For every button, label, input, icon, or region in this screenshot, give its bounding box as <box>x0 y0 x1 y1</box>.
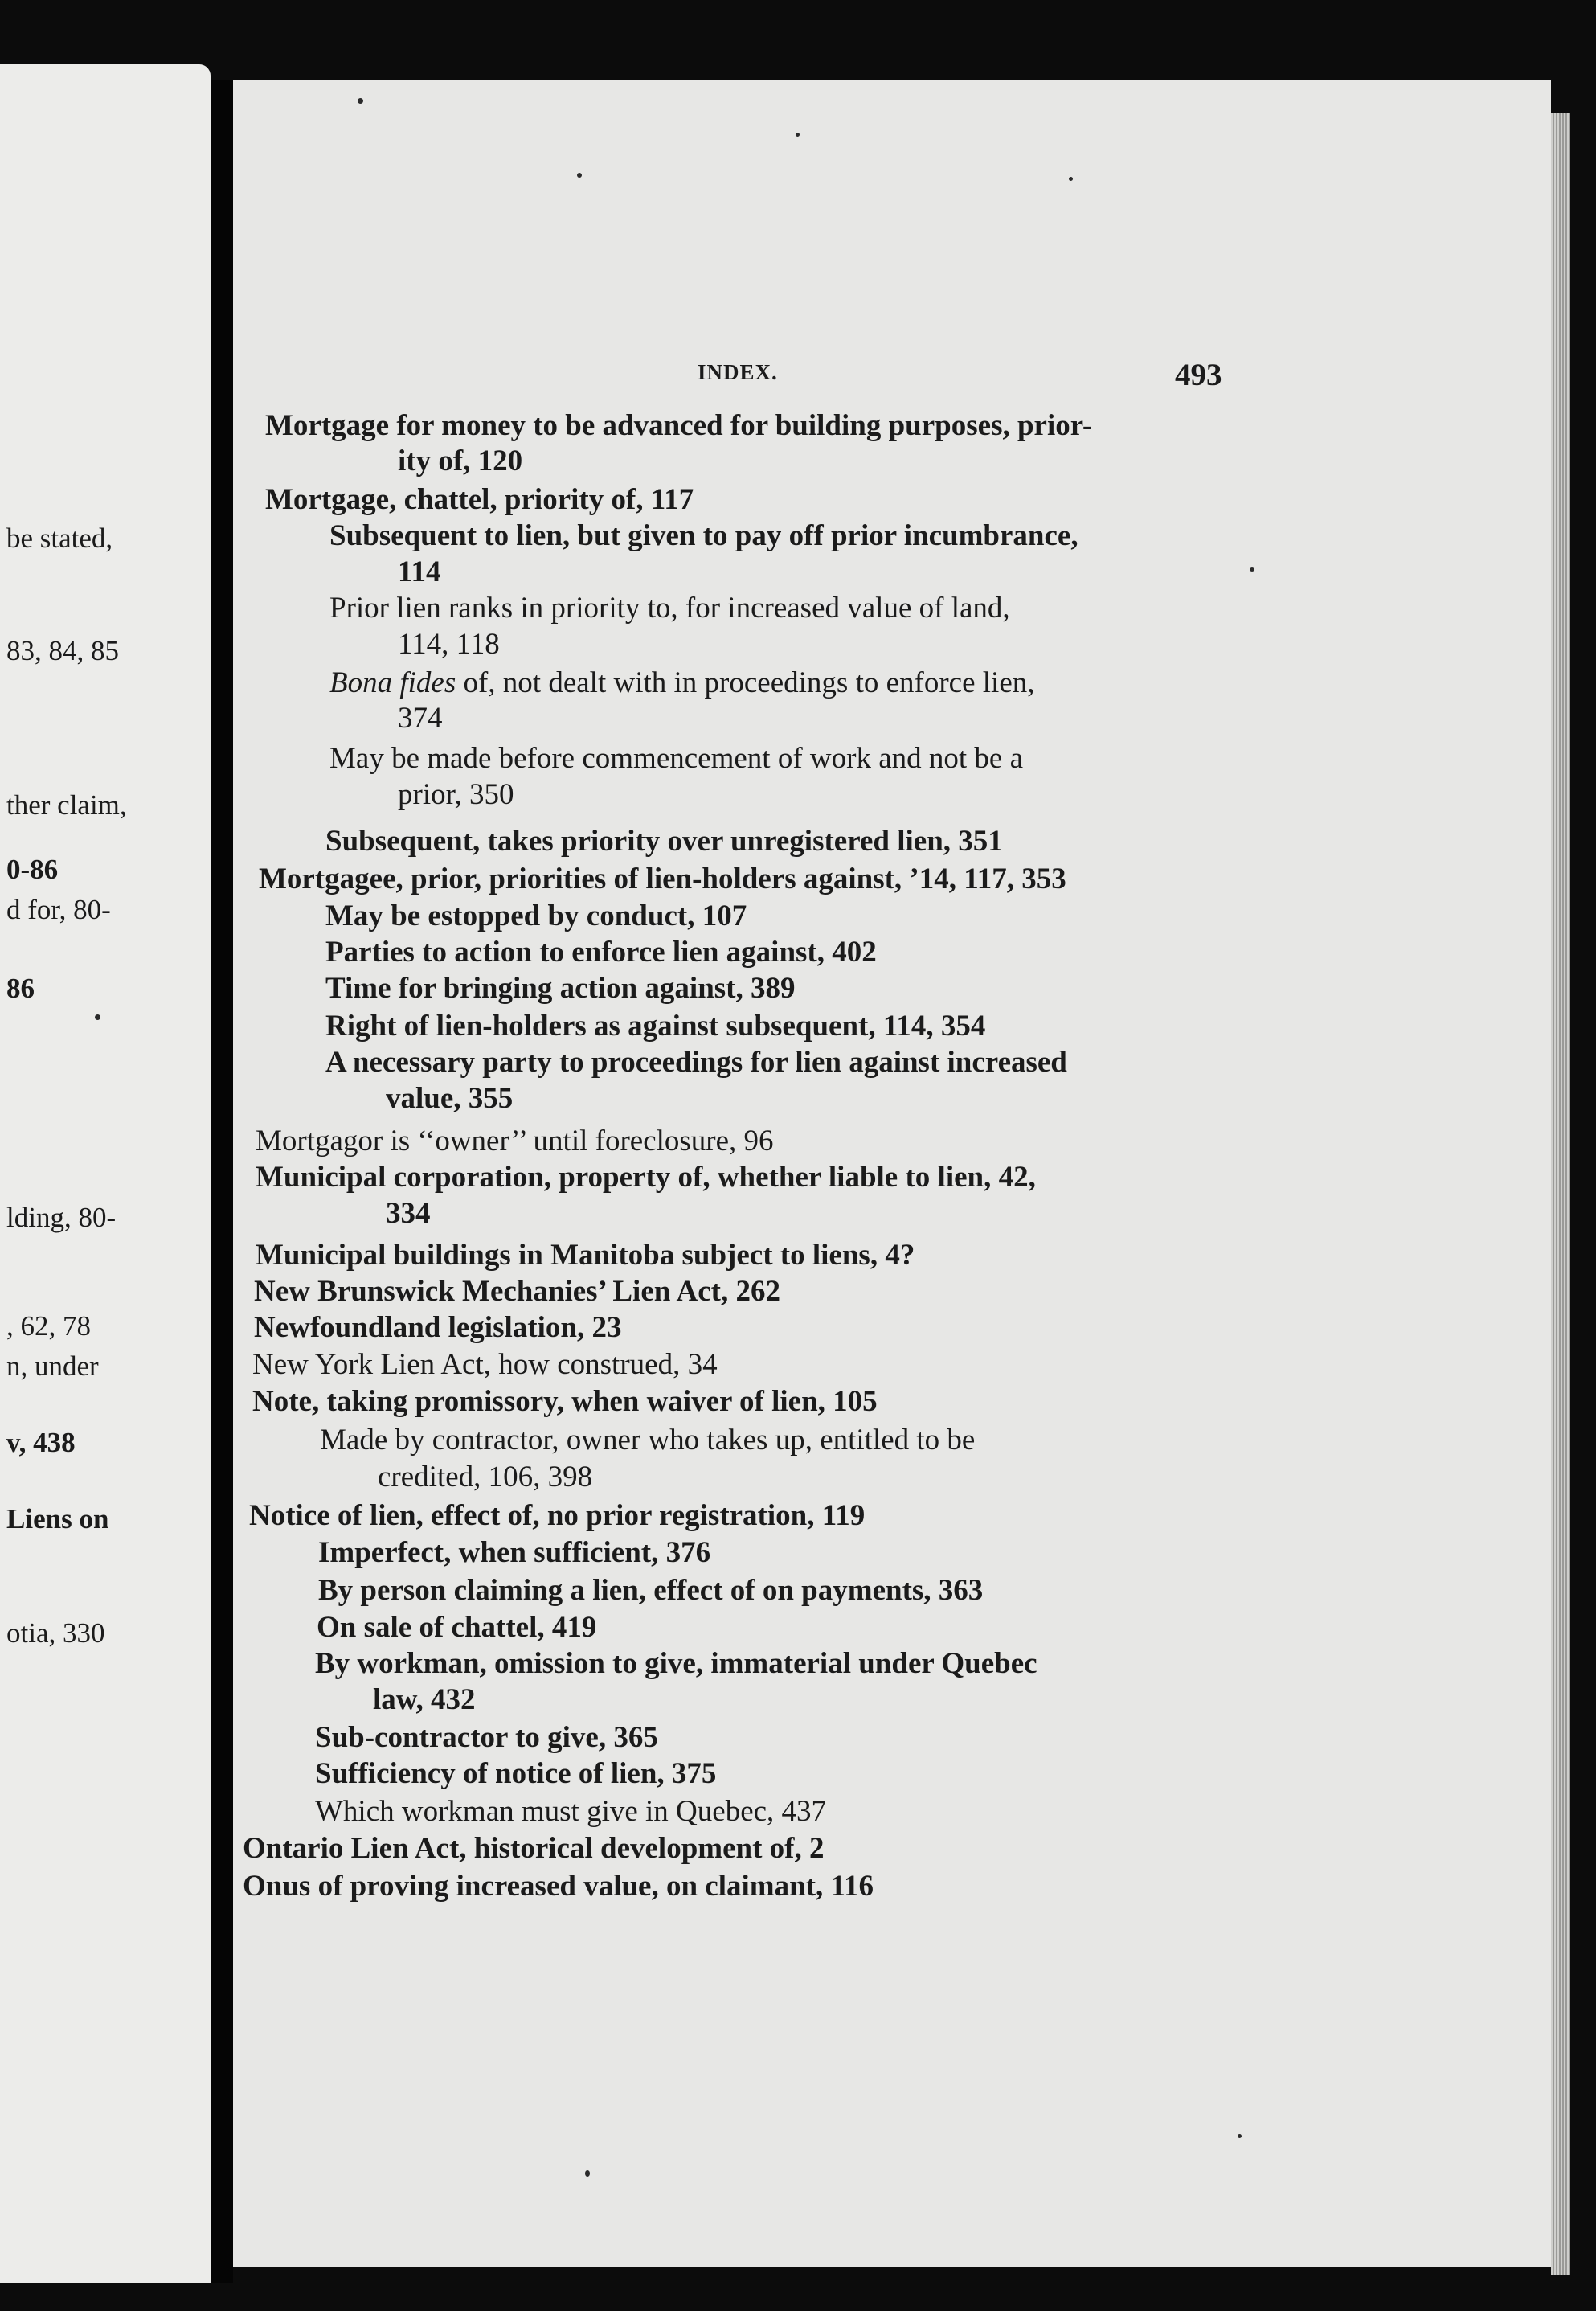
index-entry-line <box>254 1310 621 1346</box>
entry-text: Note, taking promissory, when waiver of lien, 105 <box>252 1385 878 1418</box>
entry-text: Sub-contractor to give, 365 <box>315 1721 658 1754</box>
speck <box>577 173 582 178</box>
entry-text: Newfoundland legislation, 23 <box>254 1311 622 1344</box>
page-edge <box>1551 113 1570 2275</box>
index-entry-line <box>249 1498 865 1534</box>
entry-text: Subsequent, takes priority over unregistered lien, 351 <box>325 825 1003 858</box>
index-entry-line <box>378 1460 592 1495</box>
entry-text: prior, 350 <box>398 778 514 811</box>
left-page-fragment: 83, 84, 85 <box>6 635 119 666</box>
left-page-fragment: otia, 330 <box>6 1617 105 1649</box>
entry-text: Made by contractor, owner who takes up, entitled to be <box>320 1424 976 1457</box>
italic-term: Bona fides <box>329 666 456 699</box>
index-entry-line <box>398 777 514 813</box>
left-page-fragment: 0-86 <box>6 854 59 885</box>
entry-text: Mortgagee, prior, priorities of lien-holders against, ’14, 117, 353 <box>259 863 1066 895</box>
left-page-fragment: lding, 80- <box>6 1202 117 1233</box>
index-entry-line <box>398 555 440 590</box>
entry-text: of, not dealt with in proceedings to enforce lien, <box>456 666 1035 699</box>
speck <box>796 133 800 137</box>
entry-text: Onus of proving increased value, on claimant, 116 <box>243 1870 874 1903</box>
entry-text: May be made before commencement of work and not be a <box>329 742 1023 775</box>
entry-text: New Brunswick Mechanies’ Lien Act, 262 <box>254 1275 780 1308</box>
left-page-fragment: be stated, <box>6 522 113 554</box>
left-page-fragment: , 62, 78 <box>6 1310 91 1342</box>
index-entry-line <box>325 1009 985 1044</box>
entry-text: Time for bringing action against, 389 <box>325 972 796 1005</box>
index-entry-line <box>315 1756 716 1792</box>
index-entry-line <box>315 1720 658 1756</box>
index-entry-line <box>243 1831 825 1866</box>
entry-text: ity of, 120 <box>398 445 523 477</box>
entry-text: Prior lien ranks in priority to, for increased value of land, <box>329 592 1010 625</box>
speck <box>585 2170 590 2177</box>
index-entry-line <box>252 1347 718 1383</box>
entry-text: 114 <box>398 555 441 588</box>
speck <box>1250 567 1254 572</box>
index-entry-line <box>398 701 443 736</box>
index-entry-line <box>325 935 877 970</box>
index-entry-line <box>243 1869 874 1904</box>
index-entry-line <box>317 1610 596 1645</box>
book-gutter <box>211 80 233 2283</box>
entry-text: Which workman must give in Quebec, 437 <box>315 1795 827 1828</box>
entry-text: Ontario Lien Act, historical development of, 2 <box>243 1832 825 1865</box>
entry-text: Imperfect, when sufficient, 376 <box>318 1536 711 1569</box>
entry-text: law, 432 <box>373 1683 476 1716</box>
index-entry-line <box>315 1794 826 1830</box>
entry-text: By person claiming a lien, effect of on payments, 363 <box>318 1574 984 1607</box>
entry-text: value, 355 <box>386 1082 514 1115</box>
entry-text: Mortgagor is ‘‘owner’’ until foreclosure, 96 <box>256 1125 774 1158</box>
entry-text: Sufficiency of notice of lien, 375 <box>315 1757 717 1790</box>
page-number: 493 <box>1175 358 1222 392</box>
index-entry-line <box>325 1045 1067 1080</box>
entry-text: Municipal buildings in Manitoba subject to liens, 4? <box>256 1239 915 1272</box>
left-page-fragment: d for, 80- <box>6 894 111 925</box>
index-entry-line <box>329 591 1010 626</box>
entry-text: A necessary party to proceedings for lien against increased <box>325 1046 1067 1079</box>
speck <box>95 1014 100 1020</box>
entry-text: New York Lien Act, how construed, 34 <box>252 1348 718 1381</box>
index-entry-line <box>315 1646 1037 1682</box>
entry-text: Mortgage for money to be advanced for building purposes, prior- <box>265 409 1093 442</box>
index-entry-line <box>325 971 796 1006</box>
entry-text: Municipal corporation, property of, whether liable to lien, 42, <box>256 1161 1036 1194</box>
left-page-fragment: v, 438 <box>6 1427 76 1458</box>
index-entry-line <box>386 1196 431 1231</box>
entry-text: On sale of chattel, 419 <box>317 1611 597 1644</box>
entry-text: 374 <box>398 702 443 735</box>
index-entry-line <box>329 518 1078 554</box>
entry-text: Parties to action to enforce lien against, 402 <box>325 936 877 969</box>
index-entry-line <box>320 1423 975 1458</box>
index-entry-line <box>398 444 522 479</box>
entry-text: Subsequent to lien, but given to pay off prior incumbrance, <box>329 519 1078 552</box>
index-entry-line <box>256 1160 1036 1195</box>
index-entry-line <box>325 824 1003 859</box>
left-page-fragment: ther claim, <box>6 789 127 821</box>
index-entry-line <box>265 408 1092 444</box>
index-entry-line <box>329 741 1023 776</box>
entry-text: 114, 118 <box>398 628 500 661</box>
speck <box>1069 177 1073 181</box>
index-entry-line <box>373 1682 475 1718</box>
running-head-title: INDEX. <box>698 360 778 384</box>
index-entry-line <box>265 482 694 518</box>
left-page <box>0 64 211 2283</box>
index-entry-line <box>386 1081 513 1117</box>
entry-text: Notice of lien, effect of, no prior registration, 119 <box>249 1499 866 1532</box>
index-entry-line <box>254 1274 780 1309</box>
index-entry-line <box>398 627 500 662</box>
index-entry-line <box>325 899 747 934</box>
index-entry-line <box>256 1124 774 1159</box>
left-page-fragment: 86 <box>6 973 35 1004</box>
left-page-fragment: Liens on <box>6 1503 109 1535</box>
entry-text: Mortgage, chattel, priority of, 117 <box>265 483 694 516</box>
speck <box>358 98 363 104</box>
index-entry-line <box>318 1535 710 1571</box>
entry-text: credited, 106, 398 <box>378 1461 593 1494</box>
entry-text: Right of lien-holders as against subsequent, 114, 354 <box>325 1010 986 1043</box>
speck <box>1238 2134 1242 2138</box>
entry-text: 334 <box>386 1197 431 1230</box>
index-entry-line <box>259 862 1066 897</box>
index-entry-line <box>252 1384 878 1420</box>
left-page-fragment: n, under <box>6 1350 99 1382</box>
entry-text: By workman, omission to give, immaterial under Quebec <box>315 1647 1037 1680</box>
index-entry-line <box>256 1238 915 1273</box>
index-entry-line <box>329 666 1035 701</box>
index-entry-line <box>318 1573 983 1608</box>
entry-text: May be estopped by conduct, 107 <box>325 899 747 932</box>
